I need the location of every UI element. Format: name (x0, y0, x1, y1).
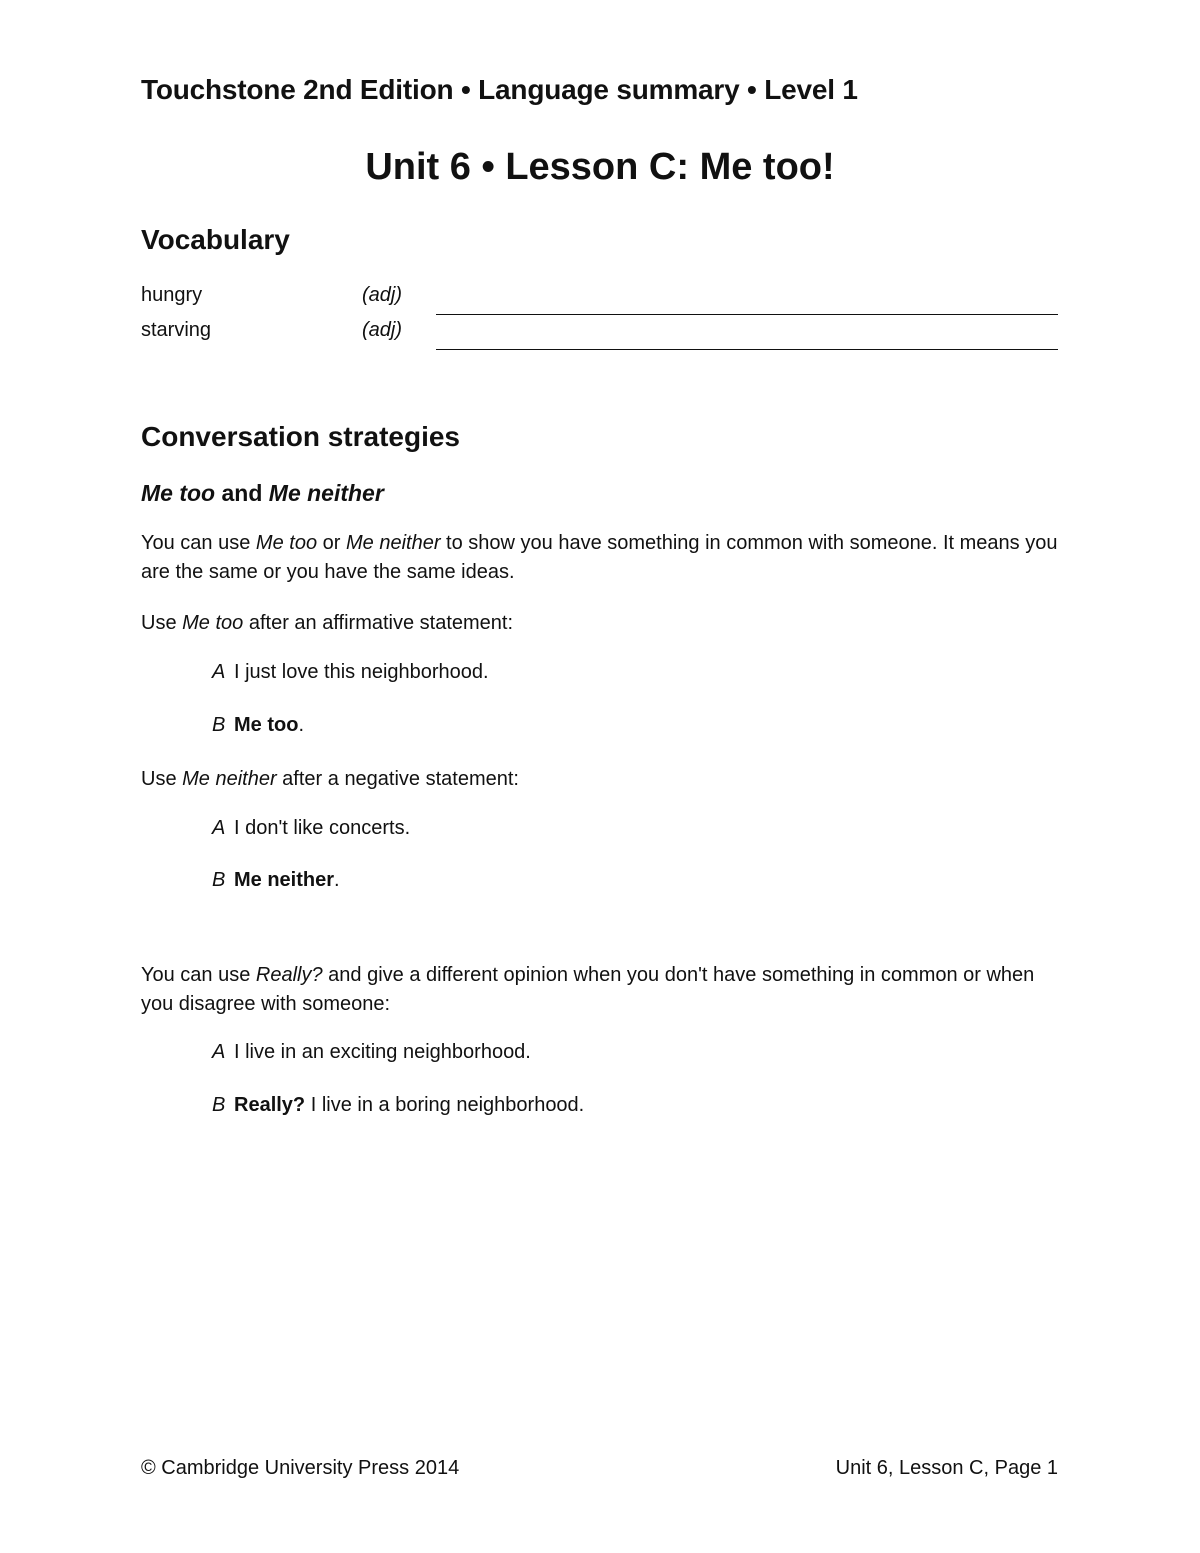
document-header: Touchstone 2nd Edition • Language summary • Level 1 (141, 74, 858, 105)
use-neither-text-rest: after a negative statement: (276, 768, 519, 790)
use-me-too-paragraph (141, 609, 1061, 638)
speaker-a-label: A (212, 1041, 226, 1063)
speaker-b-label: B (212, 869, 226, 891)
use-too-text-a: Use (141, 612, 183, 634)
use-me-neither-paragraph (141, 765, 1061, 794)
intro-text-a: You can use (141, 532, 256, 554)
example-3-b-rest: I live in a boring neighborhood. (305, 1094, 585, 1116)
example-3-b-bold: Really? (234, 1094, 306, 1116)
vocab-word-starving: starving (141, 319, 212, 341)
example-1-b-bold: Me too (234, 714, 299, 736)
footer-page-number: Unit 6, Lesson C, Page 1 (835, 1457, 1058, 1479)
vocab-blank-line-starving (436, 349, 1058, 350)
speaker-a-label: A (212, 817, 226, 839)
example-1-a-text: I just love this neighborhood. (234, 661, 489, 683)
example-2-line-a (212, 817, 410, 840)
vocab-pos-starving: (adj) (362, 319, 403, 341)
use-too-text-me-too: Me too (182, 612, 244, 634)
intro-text-me-too: Me too (255, 532, 318, 554)
conversation-strategies-heading: Conversation strategies (141, 421, 460, 452)
really-text-a: You can use (141, 964, 256, 986)
page-title: Unit 6 • Lesson C: Me too! (365, 146, 835, 188)
use-neither-text-me-neither: Me neither (182, 768, 277, 790)
example-2-b-bold: Me neither (234, 869, 335, 891)
example-3-line-a (212, 1041, 531, 1064)
intro-text-rest: to show you have something in common with someone. It means you are the same or you have the same ideas. (141, 532, 1058, 583)
footer-copyright: © Cambridge University Press 2014 (141, 1457, 460, 1479)
vocab-word-hungry: hungry (141, 284, 203, 306)
example-1-line-b (212, 714, 304, 737)
vocabulary-heading: Vocabulary (141, 224, 290, 255)
strategy-subheading (141, 480, 384, 507)
vocab-blank-line-hungry (436, 314, 1058, 315)
subheading-me-too: Me too (141, 480, 216, 506)
example-3-a-text: I live in an exciting neighborhood. (234, 1041, 531, 1063)
speaker-a-label: A (212, 661, 226, 683)
intro-paragraph (141, 529, 1061, 587)
example-2-a-text: I don't like concerts. (234, 817, 411, 839)
example-1-line-a (212, 661, 489, 684)
example-1-b-rest: . (298, 714, 304, 736)
speaker-b-label: B (212, 1094, 226, 1116)
really-text-really: Really? (255, 964, 323, 986)
subheading-me-neither: Me neither (268, 480, 384, 506)
intro-text-me-neither: Me neither (345, 532, 441, 554)
vocab-pos-hungry: (adj) (362, 284, 403, 306)
use-too-text-rest: after an affirmative statement: (243, 612, 514, 634)
really-text-rest: and give a different opinion when you don't have something in common or when you disagree with someone: (141, 964, 1035, 1015)
really-paragraph (141, 961, 1061, 1019)
subheading-and: and (215, 480, 269, 506)
example-2-b-rest: . (334, 869, 340, 891)
intro-text-or: or (317, 532, 346, 554)
use-neither-text-a: Use (141, 768, 183, 790)
speaker-b-label: B (212, 714, 226, 736)
example-2-line-b (212, 869, 340, 892)
example-3-line-b (212, 1094, 584, 1117)
